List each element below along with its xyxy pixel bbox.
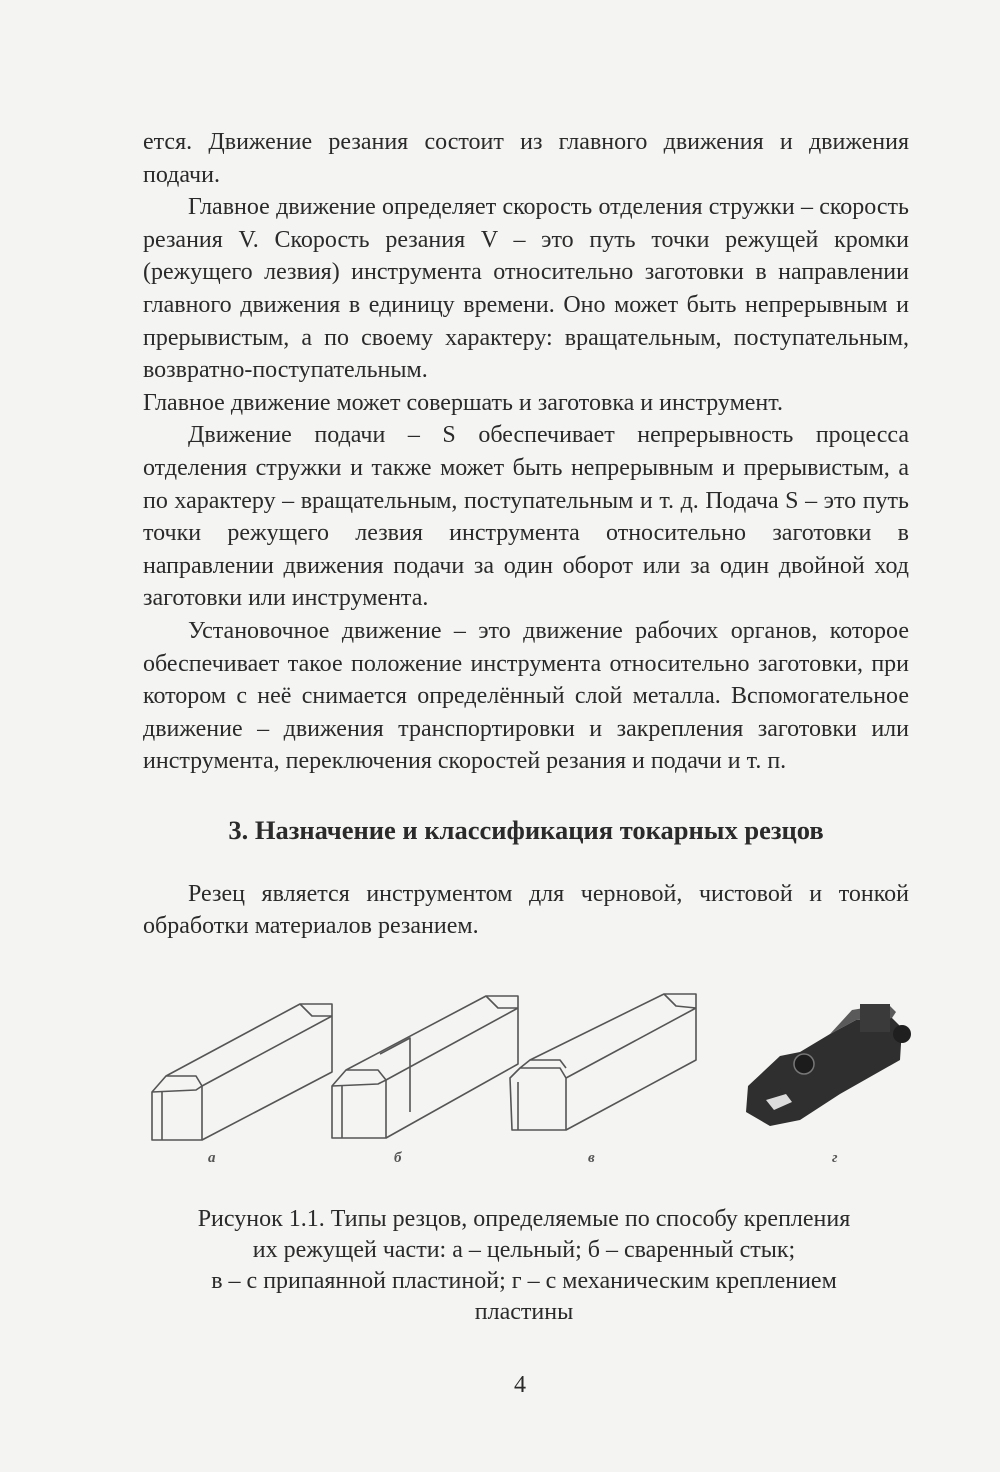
caption-line-2: их режущей части: а – цельный; б – сваренный стык; bbox=[252, 1237, 796, 1263]
paragraph-continuation: ется. Движение резания состоит из главного движения и движения подачи. bbox=[143, 129, 909, 188]
tool-brazed-drawing bbox=[510, 994, 696, 1130]
paragraph-setup-motion: Установочное движение – это движение рабочих органов, которое обеспечивает такое положение инструмента относительно заготовки, при котором с неё снимается определённый слой металла. Вспомогательное движение – движения транспортировки и закрепления заготовки или инструмента, переключения скоростей резания и подачи и т. п. bbox=[143, 617, 909, 775]
paragraph-feed-motion: Движение подачи – S обеспечивает непрерывность процесса отделения стружки и также может быть непрерывным и прерывистым, а по характеру – вращательным, поступательным и т. д. Подача S – это путь точки режущего лезвия инструмента относительно заготовки в направлении движения подачи за один оборот или за один двойной ход заготовки или инструмента. bbox=[143, 422, 909, 612]
figure-label-v: в bbox=[588, 1150, 595, 1166]
paragraph-main-motion: Главное движение определяет скорость отделения стружки – скорость резания V. Скорость резания V – это путь точки режущей кромки (режущего лезвия) инструмента относительно заготовки в направлении главного движения в единицу времени. Оно может быть непрерывным и прерывистым, а по своему характеру: вращательным, поступательным, возвратно-поступательным. bbox=[143, 194, 909, 384]
cutting-tools-illustration bbox=[140, 990, 920, 1180]
paragraph-main-motion-end: Главное движение может совершать и заготовка и инструмент. bbox=[143, 389, 783, 416]
figure-label-b: б bbox=[394, 1150, 402, 1166]
caption-line-1: Рисунок 1.1. Типы резцов, определяемые по способу крепления bbox=[197, 1206, 851, 1232]
text-column bbox=[143, 126, 909, 943]
section-intro: Резец является инструментом для черновой, чистовой и тонкой обработки материалов резанием. bbox=[143, 880, 909, 940]
figure-label-g: г bbox=[832, 1150, 838, 1166]
caption-line-4: пластины bbox=[474, 1299, 574, 1325]
tool-clamped-drawing bbox=[746, 1004, 911, 1126]
figure-caption bbox=[120, 1204, 928, 1328]
section-title: 3. Назначение и классификация токарных резцов bbox=[228, 814, 824, 845]
caption-line-3: в – с припаянной пластиной; г – с механическим креплением bbox=[211, 1268, 837, 1294]
tool-welded-drawing bbox=[332, 996, 518, 1138]
figure-label-a: а bbox=[208, 1150, 216, 1166]
page-number: 4 bbox=[514, 1372, 526, 1398]
tool-solid-drawing bbox=[152, 1004, 332, 1140]
figure-cutting-tools bbox=[140, 990, 920, 1180]
